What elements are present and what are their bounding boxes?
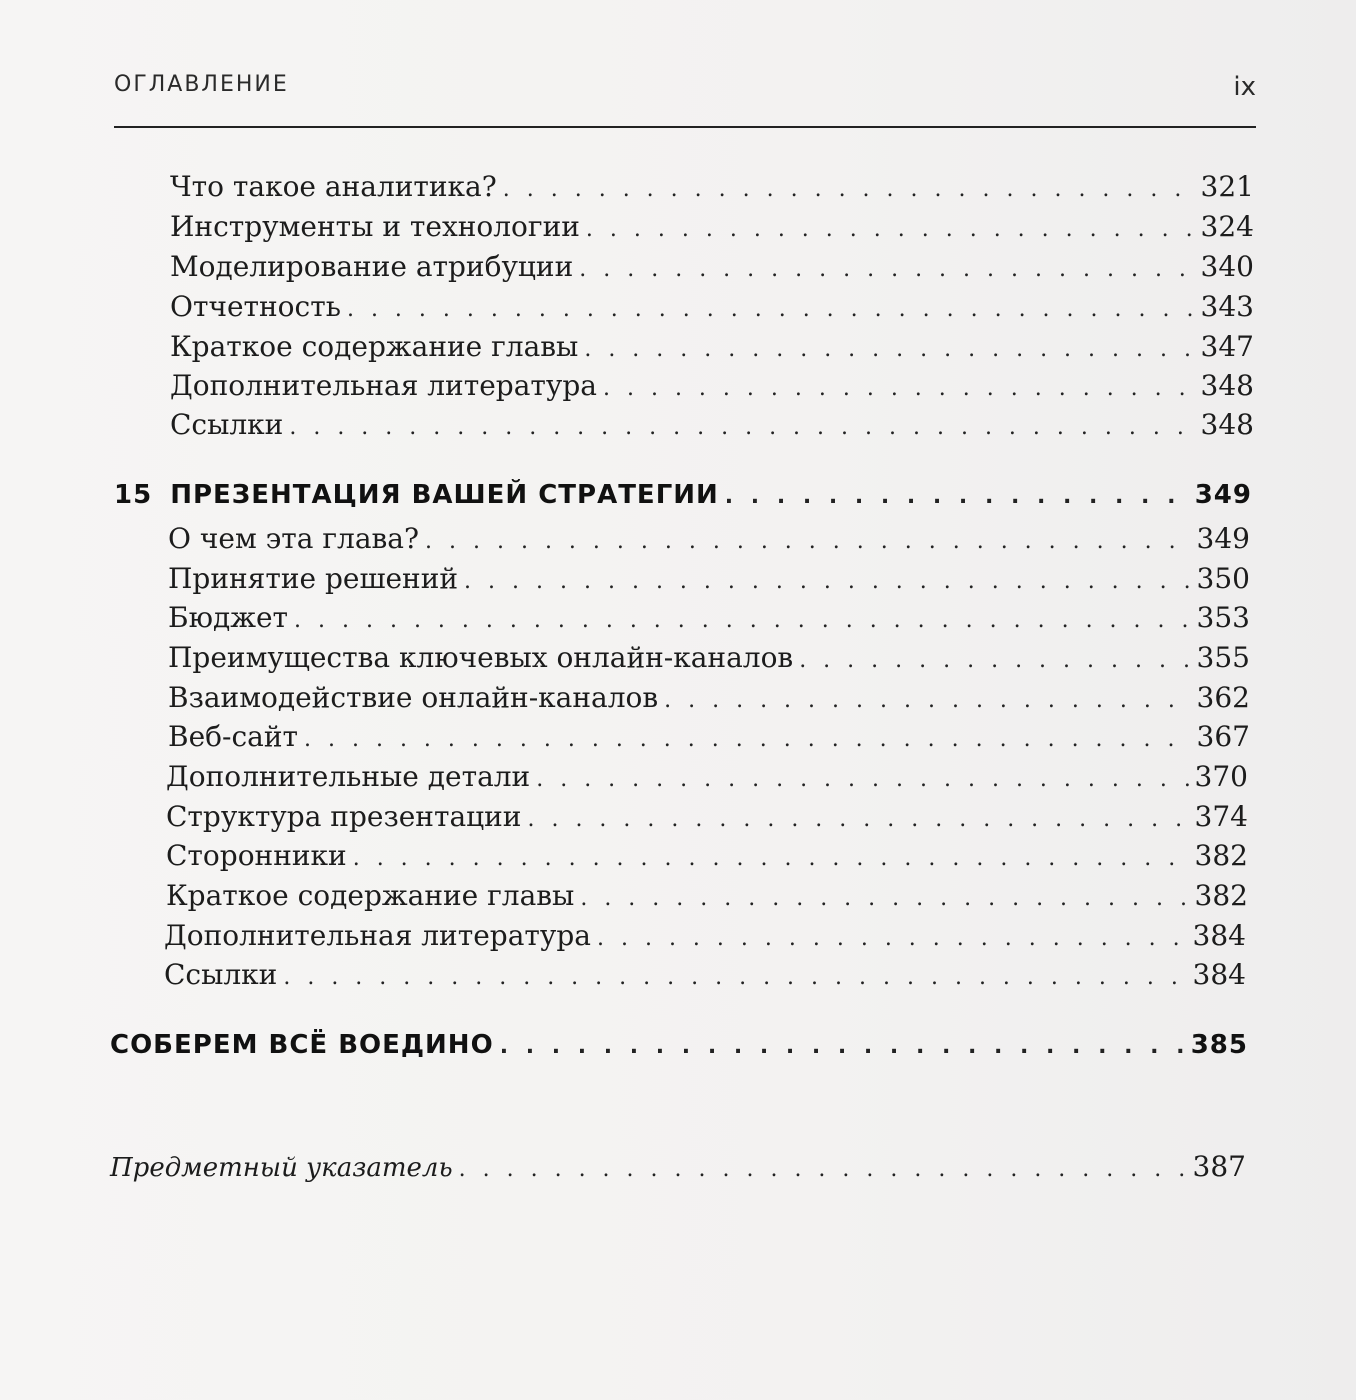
index-title: Предметный указатель — [110, 1153, 453, 1183]
toc-entry[interactable] — [166, 760, 1248, 800]
dot-leader — [353, 846, 1189, 871]
conclusion-page: 385 — [1190, 1030, 1248, 1060]
header-divider — [114, 126, 1256, 128]
toc-entry-title: О чем эта глава? — [168, 522, 420, 555]
toc-entry-page: 353 — [1196, 601, 1250, 634]
toc-entry-page: 382 — [1194, 879, 1248, 912]
toc-entry[interactable] — [168, 641, 1250, 681]
toc-entry-title: Преимущества ключевых онлайн-каналов — [168, 641, 794, 674]
toc-entry-title: Дополнительная литература — [170, 369, 597, 402]
dot-leader — [579, 257, 1194, 282]
toc-entry-page: 367 — [1196, 720, 1250, 753]
toc-entry-title: Что такое аналитика? — [170, 170, 497, 203]
toc-entry-title: Краткое содержание главы — [170, 330, 579, 363]
toc-entry[interactable] — [170, 369, 1254, 409]
dot-leader — [725, 484, 1189, 509]
running-header-page-number: ix — [1233, 72, 1256, 102]
toc-entry[interactable] — [168, 601, 1250, 641]
toc-entry-page: 343 — [1200, 290, 1254, 323]
toc-entry-page: 370 — [1194, 760, 1248, 793]
running-header-title: ОГЛАВЛЕНИЕ — [114, 72, 289, 97]
dot-leader — [294, 608, 1191, 633]
conclusion-title: СОБЕРЕМ ВСЁ ВОЕДИНО — [110, 1030, 494, 1060]
toc-chapter-15[interactable] — [114, 480, 1252, 520]
toc-entry[interactable] — [166, 800, 1248, 840]
toc-entry-title: Инструменты и технологии — [170, 210, 580, 243]
toc-entry[interactable] — [170, 250, 1254, 290]
index-page: 387 — [1192, 1150, 1246, 1183]
toc-entry-title: Дополнительная литература — [164, 919, 591, 952]
toc-entry-title: Краткое содержание главы — [166, 879, 575, 912]
toc-entry[interactable] — [168, 522, 1250, 562]
toc-entry-title: Сторонники — [166, 839, 347, 872]
toc-entry-page: 355 — [1196, 641, 1250, 674]
dot-leader — [503, 177, 1195, 202]
chapter-page: 349 — [1194, 480, 1252, 510]
toc-entry-title: Структура презентации — [166, 800, 522, 833]
toc-entry-page: 384 — [1192, 958, 1246, 991]
toc-entry-page: 349 — [1196, 522, 1250, 555]
toc-entry-title: Моделирование атрибуции — [170, 250, 574, 283]
toc-entry[interactable] — [168, 720, 1250, 760]
toc-entry-page: 340 — [1200, 250, 1254, 283]
toc-entry-page: 347 — [1200, 330, 1254, 363]
toc-index[interactable] — [110, 1150, 1246, 1190]
toc-entry[interactable] — [168, 562, 1250, 602]
dot-leader — [603, 376, 1195, 401]
toc-entry-title: Отчетность — [170, 290, 341, 323]
dot-leader — [304, 727, 1191, 752]
toc-entry-page: 362 — [1196, 681, 1250, 714]
dot-leader — [459, 1157, 1187, 1182]
toc-entry[interactable] — [170, 330, 1254, 370]
dot-leader — [586, 217, 1195, 242]
toc-conclusion[interactable] — [110, 1030, 1248, 1070]
dot-leader — [283, 965, 1186, 990]
dot-leader — [289, 415, 1194, 440]
toc-entry-title: Ссылки — [170, 408, 284, 441]
dot-leader — [597, 926, 1187, 951]
toc-entry[interactable] — [170, 290, 1254, 330]
toc-entry[interactable] — [168, 681, 1250, 721]
toc-entry[interactable] — [166, 839, 1248, 879]
toc-entry[interactable] — [170, 408, 1254, 448]
dot-leader — [799, 648, 1190, 673]
dot-leader — [425, 529, 1191, 554]
dot-leader — [580, 886, 1188, 911]
dot-leader — [664, 688, 1190, 713]
toc-entry-title: Принятие решений — [168, 562, 459, 595]
chapter-number: 15 — [114, 480, 153, 510]
toc-entry[interactable] — [164, 958, 1246, 998]
toc-entry-title: Взаимодействие онлайн-каналов — [168, 681, 659, 714]
chapter-title: ПРЕЗЕНТАЦИЯ ВАШЕЙ СТРАТЕГИИ — [170, 480, 719, 510]
toc-entry-title: Веб-сайт — [168, 720, 298, 753]
toc-entry[interactable] — [170, 170, 1254, 210]
toc-entry[interactable] — [166, 879, 1248, 919]
dot-leader — [536, 767, 1188, 792]
toc-entry[interactable] — [164, 919, 1246, 959]
toc-entry-page: 324 — [1200, 210, 1254, 243]
toc-entry-title: Дополнительные детали — [166, 760, 531, 793]
toc-entry-page: 350 — [1196, 562, 1250, 595]
toc-entry-page: 384 — [1192, 919, 1246, 952]
dot-leader — [584, 337, 1194, 362]
dot-leader — [500, 1034, 1185, 1059]
toc-entry-page: 348 — [1200, 369, 1254, 402]
toc-entry-page: 382 — [1194, 839, 1248, 872]
toc-entry[interactable] — [170, 210, 1254, 250]
dot-leader — [527, 807, 1188, 832]
dot-leader — [464, 569, 1191, 594]
toc-entry-title: Бюджет — [168, 601, 289, 634]
toc-entry-page: 348 — [1200, 408, 1254, 441]
toc-entry-title: Ссылки — [164, 958, 278, 991]
dot-leader — [347, 297, 1195, 322]
toc-entry-page: 374 — [1194, 800, 1248, 833]
toc-entry-page: 321 — [1200, 170, 1254, 203]
